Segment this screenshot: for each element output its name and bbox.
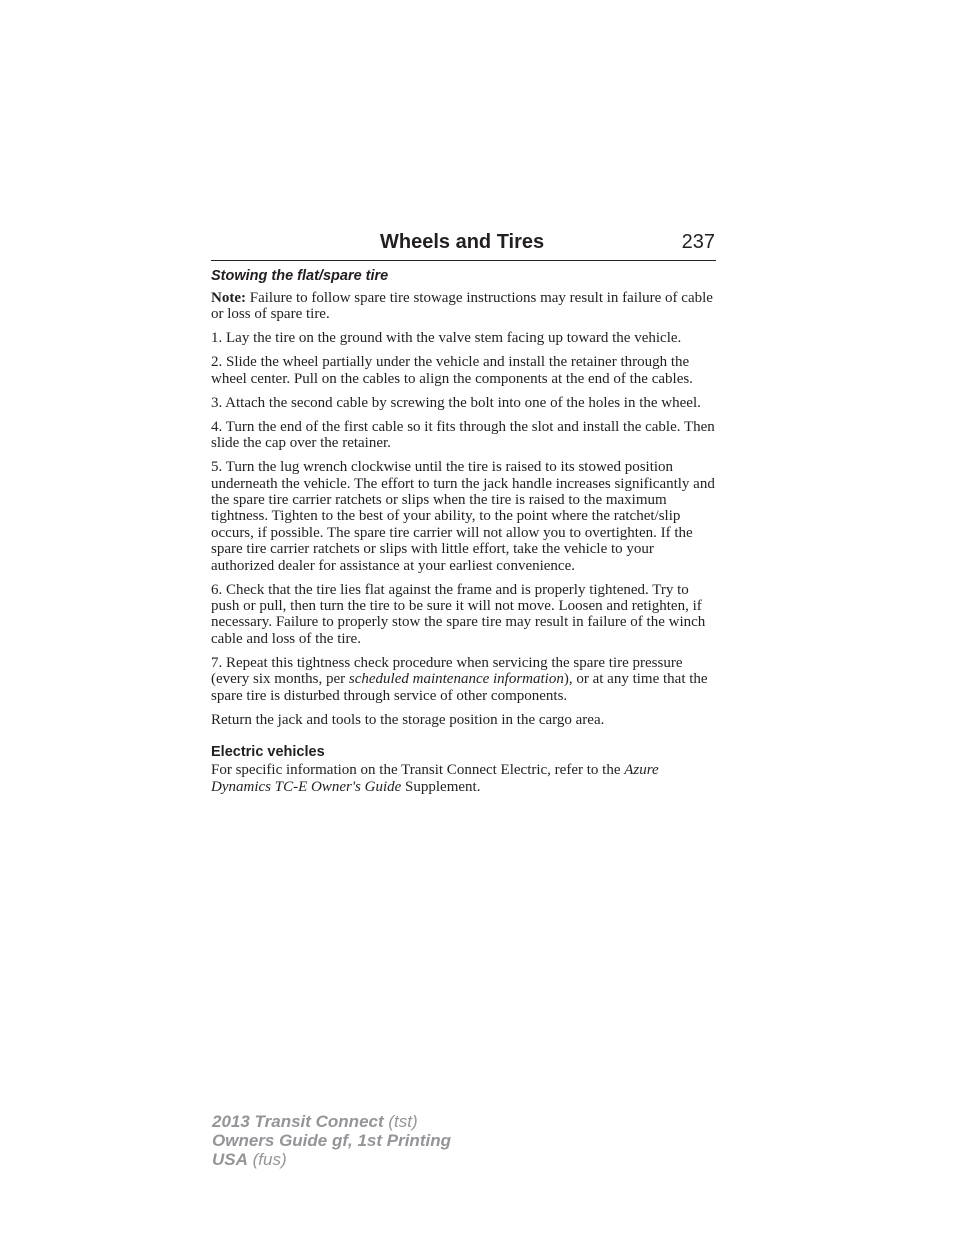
note-paragraph: [211, 290, 716, 323]
electric-text-after: Supplement.: [401, 778, 481, 795]
note-text: Failure to follow spare tire stowage instructions may result in failure of cable or loss of spare tire.: [211, 290, 713, 323]
page-number: 237: [681, 231, 715, 253]
page-content: [211, 267, 716, 803]
step-3: 3. Attach the second cable by screwing the bolt into one of the holes in the wheel.: [211, 394, 701, 411]
footer-line-vehicle: [212, 1112, 451, 1131]
electric-paragraph: [211, 762, 716, 795]
page-footer: [212, 1112, 451, 1169]
step-1: 1. Lay the tire on the ground with the valve stem facing up toward the vehicle.: [211, 330, 682, 347]
footer-line-printing: [212, 1131, 451, 1150]
step-6: 6. Check that the tire lies flat against the frame and is properly tightened. Try to push or pull, then turn the tire to be sure it will not move. Loosen and retighten, if necessary. Failure to properly stow the spare tire may result in failure of the winch cable and loss of the tire.: [211, 581, 706, 647]
step-7: [211, 655, 716, 704]
step-7-text-after: ), or at any time that the spare tire is disturbed through service of other components.: [211, 671, 708, 704]
page-header: [211, 228, 716, 261]
footer-vehicle-code: (tst): [383, 1112, 418, 1131]
electric-vehicles-heading: Electric vehicles: [211, 744, 325, 761]
footer-market: USA: [212, 1150, 248, 1169]
note-label: Note:: [211, 290, 246, 306]
electric-text-before: For specific information on the Transit Connect Electric, refer to the: [211, 762, 625, 779]
return-tools-paragraph: Return the jack and tools to the storage position in the cargo area.: [211, 711, 605, 728]
scheduled-maintenance-link[interactable]: scheduled maintenance information: [348, 671, 564, 688]
step-2: 2. Slide the wheel partially under the vehicle and install the retainer through the wheel center. Pull on the cables to align the components at the end of the cables.: [211, 354, 693, 387]
step-5: 5. Turn the lug wrench clockwise until the tire is raised to its stowed position underneath the vehicle. The effort to turn the jack handle increases significantly and the spare tire carrier ratchets or slips when the tire is raised to the maximum tightness. Tighten to the best of your ability, to the point where the ratchet/slip occurs, if possible. The spare tire carrier will not allow you to overtighten. If the spare tire carrier ratchets or slips with little effort, take the vehicle to your authorized dealer for assistance at your earliest convenience.: [211, 459, 715, 574]
step-4: 4. Turn the end of the first cable so it fits through the slot and install the cable. Then slide the cap over the retainer.: [211, 418, 715, 452]
stowing-heading: Stowing the flat/spare tire: [211, 268, 389, 284]
step-7-text-before: 7. Repeat this tightness check procedure when servicing the spare tire pressure (every six months, per: [211, 654, 683, 688]
footer-market-code: (fus): [247, 1150, 287, 1169]
footer-vehicle: 2013 Transit Connect: [212, 1112, 384, 1131]
owners-guide-reference[interactable]: Azure Dynamics TC-E Owner's Guide: [211, 762, 659, 795]
footer-printing: Owners Guide gf, 1st Printing: [212, 1131, 451, 1150]
footer-line-market: [212, 1150, 451, 1169]
section-title: Wheels and Tires: [380, 231, 545, 253]
